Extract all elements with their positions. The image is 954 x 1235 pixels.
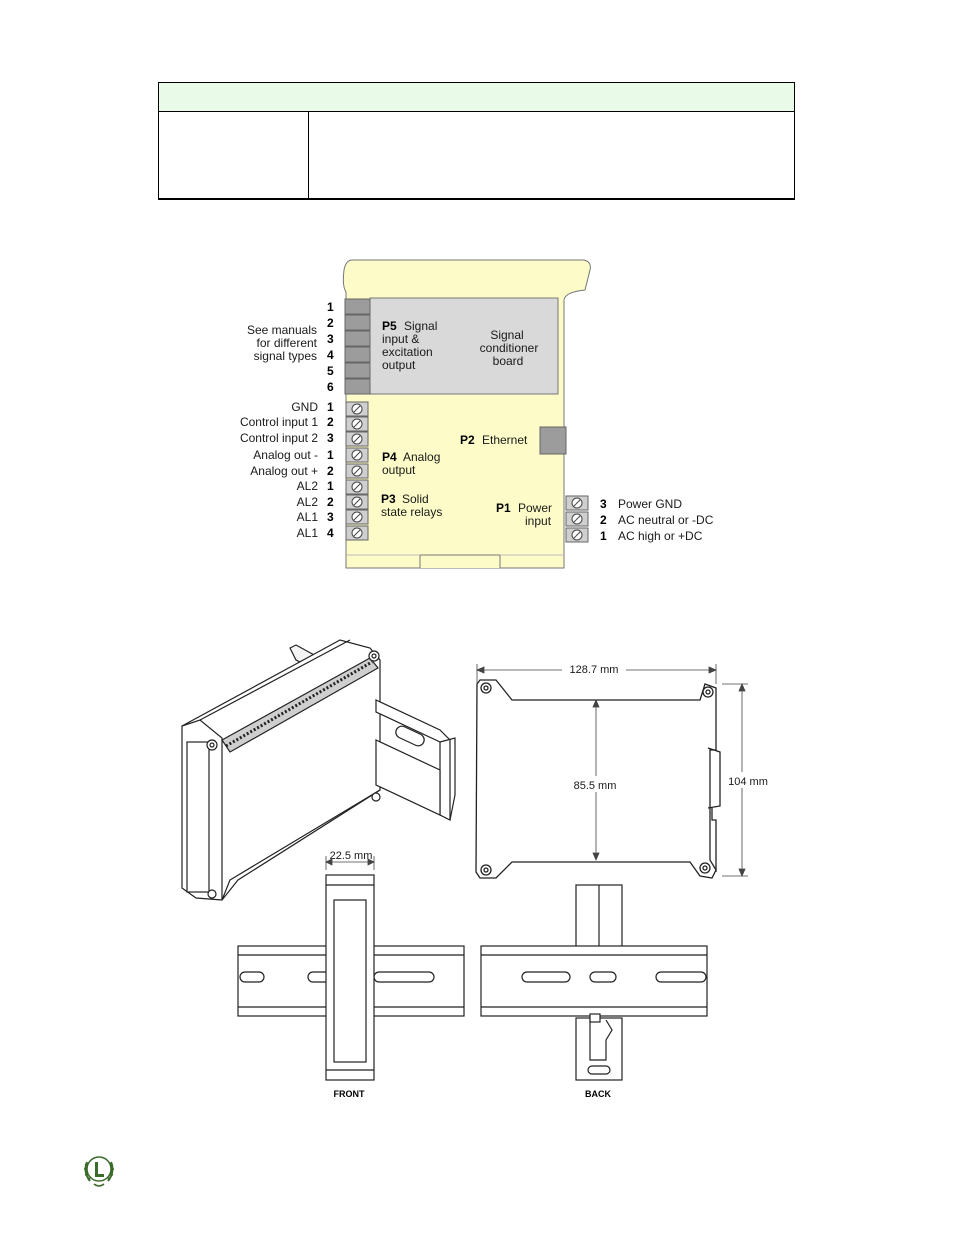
left-pin-num-6: 2 (327, 495, 334, 509)
width-dimension: 128.7 mm (569, 664, 619, 676)
p5-connector (345, 299, 370, 394)
left-terminal-block (346, 402, 368, 540)
board-label-line-2: conditioner (479, 341, 539, 355)
right-pin-name-2: AC high or +DC (618, 529, 703, 543)
p5-label-line-4: output (382, 358, 416, 372)
left-pin-name-0: GND (291, 400, 318, 414)
left-pin-num-2: 3 (327, 431, 334, 445)
front-label: FRONT (333, 1089, 365, 1099)
laurel-logo-icon (80, 1150, 118, 1190)
left-pin-name-3: Analog out - (253, 448, 318, 462)
left-pin-name-6: AL2 (296, 495, 318, 509)
p5-code: P5 (382, 319, 397, 333)
mechanical-drawings (0, 600, 954, 1120)
board-label-line-3: board (492, 354, 524, 368)
left-pin-num-5: 1 (327, 479, 334, 493)
p5-note-line-1: See manuals (246, 323, 317, 337)
wiring-diagram (0, 0, 954, 600)
p1-code: P1 (496, 501, 511, 515)
right-terminal-block (566, 496, 588, 542)
p4-label-line-2: output (382, 463, 416, 477)
left-pin-num-1: 2 (327, 415, 334, 429)
right-pin-name-0: Power GND (618, 497, 683, 511)
p3-code: P3 (381, 492, 396, 506)
left-pin-name-5: AL2 (296, 479, 318, 493)
p5-note-line-2: for different (256, 336, 317, 350)
p2-code: P2 (460, 433, 475, 447)
right-pin-num-2: 1 (600, 529, 607, 543)
p5-pin-1: 1 (327, 300, 334, 314)
p5-label-line-2: input & (382, 332, 420, 346)
p5-note-line-3: signal types (253, 349, 317, 363)
front-view (238, 875, 464, 1080)
back-view (481, 885, 707, 1080)
p3-label-line-2: state relays (381, 505, 443, 519)
p3-label-line-1: Solid (402, 492, 429, 506)
height-dimension: 104 mm (728, 776, 768, 788)
p5-pin-6: 6 (327, 380, 334, 394)
left-pin-name-7: AL1 (296, 510, 318, 524)
left-pin-num-3: 1 (327, 448, 334, 462)
housing-rail-notch (420, 555, 500, 568)
p5-pin-2: 2 (327, 316, 334, 330)
p5-label-line-1: Signal (404, 319, 438, 333)
left-pin-name-4: Analog out + (250, 464, 318, 478)
right-pin-name-1: AC neutral or -DC (618, 513, 714, 527)
ethernet-port (540, 427, 566, 454)
left-pin-name-2: Control input 2 (239, 431, 318, 445)
p1-label-line-2: input (525, 514, 552, 528)
depth-dimension: 22.5 mm (329, 850, 373, 862)
p4-code: P4 (382, 450, 397, 464)
left-pin-num-4: 2 (327, 464, 334, 478)
inner-height-dimension: 85.5 mm (573, 780, 617, 792)
board-label-line-1: Signal (490, 328, 524, 342)
p1-label-line-1: Power (518, 501, 553, 515)
left-pin-num-7: 3 (327, 510, 334, 524)
back-label: BACK (585, 1089, 611, 1099)
left-pin-num-0: 1 (327, 400, 334, 414)
right-pin-num-1: 2 (600, 513, 607, 527)
left-pin-name-1: Control input 1 (239, 415, 318, 429)
left-pin-name-8: AL1 (296, 526, 318, 540)
p5-pin-3: 3 (327, 332, 334, 346)
isometric-view (182, 640, 455, 900)
p5-pin-5: 5 (327, 364, 334, 378)
p5-label-line-3: excitation (382, 345, 433, 359)
right-pin-num-0: 3 (600, 497, 607, 511)
left-pin-num-8: 4 (327, 526, 334, 540)
p4-label-line-1: Analog (403, 450, 441, 464)
p5-pin-4: 4 (327, 348, 334, 362)
p2-label: Ethernet (482, 433, 528, 447)
